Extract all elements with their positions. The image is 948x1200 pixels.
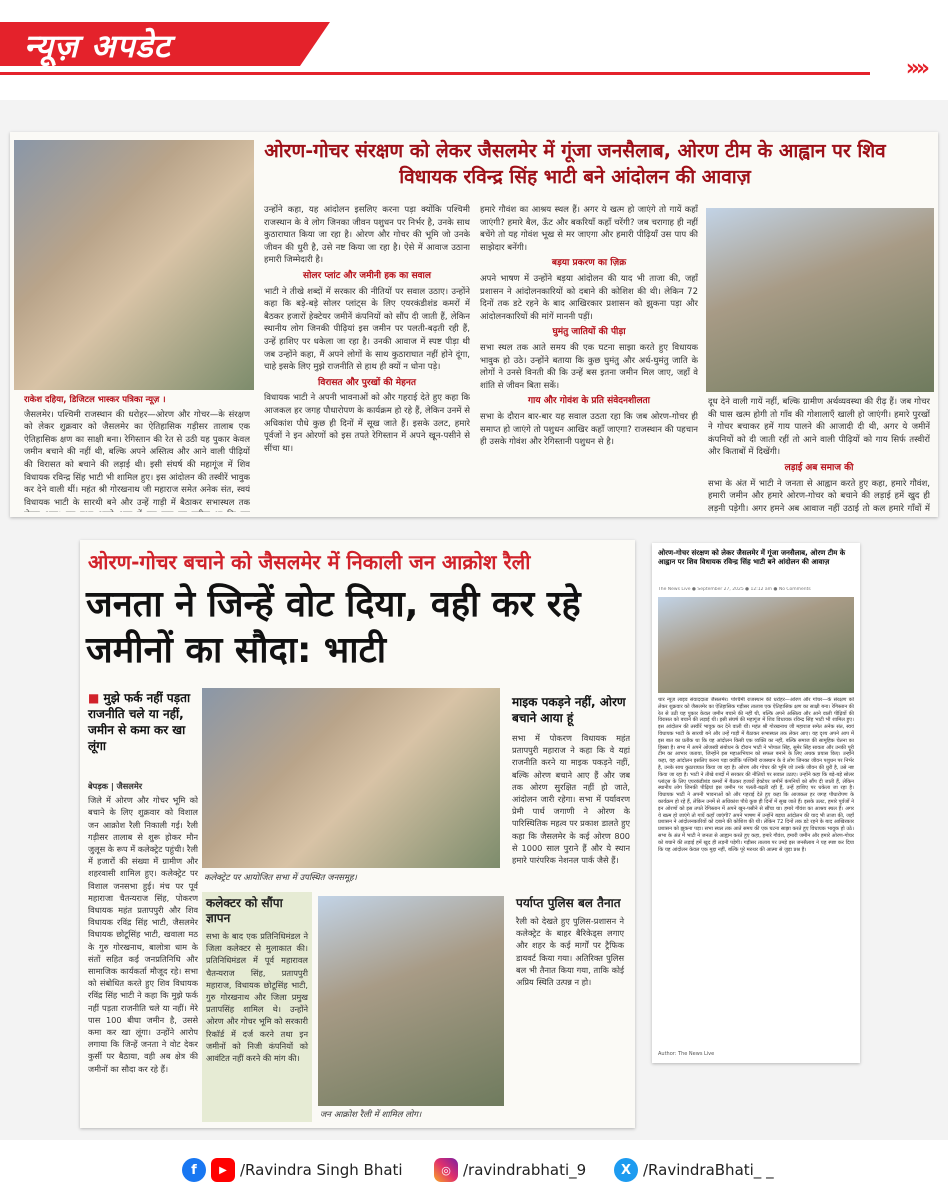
facebook-icon: f — [182, 1158, 206, 1182]
clipping-3-author: Author: The News Live — [658, 1051, 715, 1057]
col3-subhead-3: गाय और गोवंश के प्रति संवेदनशीलता — [527, 396, 651, 407]
col4-text: दूध देने वाली गायें नहीं, बल्कि ग्रामीण अर्थव्यवस्था की रीढ़ हैं। जब गोचर की घास खत्म होगी तो गाँव की गोशालाएँ खाली हो जाएंगी। हमारे पुरखों ने गोचर बचाकर हमें गाय पालने की आजादी दी थी, अगर ये जमीनें कंपनियों को दी जाती रहीं तो आने वाली पीढ़ियों को गाय सिर्फ तस्वीरों और किताबों में दिखेंगी। — [708, 397, 930, 458]
col3-subhead-1: बड़या प्रकरण का ज़िक्र — [551, 258, 627, 269]
dateline: बेपड़क | जैसलमेर — [88, 781, 143, 791]
col4-text-b: सभा के अंत में भाटी ने जनता से आह्वान करते हुए कहा, हमारे गौवंश, हमारी जमीन और हमारे ओरण-गोचर को बचाने की लड़ाई हमें खुद ही लड़नी पड़ेगी। अगर हमने अब आवाज नहीं उठाई तो कल हमारे गाँवों में — [708, 478, 930, 514]
news-clipping-2 — [80, 540, 635, 1128]
clipping-1-photo-left — [14, 140, 254, 390]
col3-text-d: सभा के दौरान बार-बार यह सवाल उठता रहा कि जब ओरण-गोचर ही समाप्त हो जाएंगे तो पशुधन आखिर कहाँ जाएगा? राजस्थान की पहचान ही उसके गोवंश और रेगिस्तानी पशुधन से है। — [480, 411, 698, 448]
body-text: जिले में ओरण और गोचर भूमि को बचाने के लिए शुक्रवार को विशाल जन आक्रोश रैली निकाली गई। रैली गड़ीसर तालाब से शुरू होकर मौन जुलूस के रूप में कलेक्ट्रेट पहुंची। रैली में हजारों की संख्या में ग्रामीण और शहरवासी शामिल हुए। कलेक्ट्रेट पर विशाल जनसभा हुई। मंच पर पूर्व महाराजा चैतन्यराज सिंह, पोकरण विधायक महंत प्रतापपुरी और शिव विधायक रविंद्र सिंह भाटी, जैसलमेर विधायक छोटूसिंह भाटी, खवाला मठ के गुरु गोरखनाथ, बालोत्रा धाम के संतों सहित कई जनप्रतिनिधि और सामाजिक कार्यकर्ता मौजूद रहे। सभा को संबोधित करते हुए शिव विधायक रविंद्र सिंह भाटी ने कहा कि मुझे फर्क नहीं पड़ता राजनीति चले या नहीं। मेरे पास 100 बीघा जमीन है, उससे कमा कर खा लूंगा। उन्होंने आरोप लगाया कि जिन्हें जनता ने वोट देकर कुर्सी पर बैठाया, वही अब क्षेत्र की जमीनों का सौदा कर रहे हैं। — [88, 795, 198, 1074]
col2-text: उन्होंने कहा, यह आंदोलन इसलिए करना पड़ा क्योंकि पश्चिमी राजस्थान के वे लोग जिनका जीवन पशुधन पर निर्भर है, उनके साथ कुठाराघात किया जा रहा है। ओरण और गोचर की भूमि जो उनके जीवन की धुरी है, उसे नष्ट किया जा रहा है। ऐसे में आवाज उठाना हमारी जिम्मेदारी है। — [264, 205, 470, 266]
page-header — [0, 0, 948, 100]
clipping-3-meta: The News Live ● September 27, 2025 ● 12:12 am ● No Comments — [658, 587, 811, 592]
pull-quote — [88, 690, 196, 754]
col2-text-c: विधायक भाटी ने अपनी भावनाओं को और गहराई देते हुए कहा कि आजकल हर जगह पौधारोपण के कार्यक्रम हो रहे हैं, लेकिन उनमें से अधिकांश पौधे कुछ ही दिनों में सूख जाते हैं। इसके उलट, हमारे पूर्वजों ने इन ओरणों को इस तपते रेगिस्तान में अपने खून-पसीने से सींचा था। — [264, 393, 470, 454]
box-2-head: पर्याप्त पुलिस बल तैनात — [516, 896, 621, 910]
social-facebook-youtube[interactable] — [182, 1158, 403, 1182]
clipping-2-body — [88, 780, 198, 1122]
facebook-youtube-handle: /Ravindra Singh Bhati — [240, 1161, 403, 1179]
caption-1: कलेक्ट्रेट पर आयोजित सभा में उपस्थित जनसमूह। — [204, 873, 357, 883]
col1-text: जैसलमेर। पश्चिमी राजस्थान की धरोहर—ओरण और गोचर—के संरक्षण को लेकर शुक्रवार को जैसलमेर का ऐतिहासिक गड़ीसर तालाब एक ऐतिहासिक क्षण का साक्षी बना। रेगिस्तान की रेत से उठी यह पुकार केवल जमीन बचाने की नहीं थी, बल्कि अपने अस्तित्व और आने वाली पीढ़ियों की विरासत को बचाने की लड़ाई थी। इसी संघर्ष की महागूंज में शिव विधायक रविन्द्र सिंह भाटी भी शामिल हुए। इस आंदोलन की तस्वीरें भावुक कर देने वाली थीं। महंत श्री गोरखनाथ जी महाराज समेत अनेक संत, स्वयं विधायक भाटी के सारथी बने और उन्हें गाड़ी में बैठाकर सभास्थल तक — [24, 409, 250, 508]
col2-subhead-1: सोलर प्लांट और जमीनी हक का सवाल — [303, 270, 431, 281]
social-instagram[interactable] — [434, 1158, 586, 1182]
instagram-icon: ◎ — [434, 1158, 458, 1182]
clipping-1-col1 — [24, 394, 250, 512]
news-clipping-1 — [10, 132, 938, 517]
col2-text-b: भाटी ने तीखे शब्दों में सरकार की नीतियों पर सवाल उठाए। उन्होंने कहा कि बड़े-बड़े सोलर प्लांट्स के लिए एयरकंडीशंड कमरों में बैठकर हजारों हेक्टेयर जमीनें कंपनियों को सौंप दी जाती हैं, लेकिन स्थानीय लोग जिनकी पीढ़ियां इस जमीन पर पलती-बढ़ती रही हैं, उन्हें हाशिए पर धकेला जा रहा है। उनकी आवाज में स्पष्ट पीड़ा थी जब उन्होंने कहा, मैं अपने लोगों के साथ कुठाराघात नहीं होने दूंगा, चाहे इसके लिए मुझे राजनीति से हाथ ही क्यों न धोना पड़े। — [264, 286, 470, 373]
clipping-1-col1-extra — [24, 132, 25, 133]
byline: राकेश दहिया, डिजिटल भास्कर पत्रिका न्यूज़ । — [24, 395, 166, 405]
clipping-1-col4 — [708, 396, 930, 514]
chevrons-icon: ›››› — [905, 56, 926, 81]
instagram-handle: /ravindrabhati_9 — [463, 1161, 587, 1179]
col4-subhead: लड़ाई अब समाज की — [784, 462, 854, 473]
clipping-2-photo-2 — [318, 896, 504, 1106]
col2-subhead-2: विरासत और पुरखों की मेहनत — [318, 377, 416, 388]
box-1 — [202, 892, 312, 1122]
box-1-body: सभा के बाद एक प्रतिनिधिमंडल ने जिला कलेक्टर से मुलाकात की। प्रतिनिधिमंडल में पूर्व महारावल चैतन्यराज सिंह, प्रतापपुरी महाराज, विधायक छोटूसिंह भाटी, गुरु गोरखनाथ और जिला प्रमुख प्रतापसिंह शामिल थे। उन्होंने ओरण और गोचर भूमि को सरकारी रिकॉर्ड में दर्ज करने तथा इन जमीनों को निजी कंपनियों को आवंटित नहीं करने की मांग की। — [206, 931, 308, 1064]
clipping-1-headline: ओरण-गोचर संरक्षण को लेकर जैसलमेर में गूंजा जनसैलाब, ओरण टीम के आह्वान पर शिव विधायक रविन्द्र सिंह भाटी बने आंदोलन की आवाज़ — [264, 140, 886, 188]
side-body: सभा में पोकरण विधायक महंत प्रतापपुरी महाराज ने कहा कि वे यहां राजनीति करने या माइक पकड़ने नहीं, बल्कि ओरण बचाने आए हैं और जब तक ओरण सुरक्षित नहीं हो जाते, आंदोलन जारी रहेगा। सभा में पर्यावरण प्रेमी पार्थ जगाणी ने ओरण के पारिस्थितिक महत्व पर प्रकाश डालते हुए कहा कि जैसलमेर के कई ओरण 800 से 1000 साल पुराने हैं और ये स्थान हमारे पारंपरिक नेशनल पार्क जैसे हैं। — [512, 733, 630, 866]
header-rule — [0, 72, 870, 75]
youtube-icon: ▶ — [211, 1158, 235, 1182]
side-head: माइक पकड़ने नहीं, ओरण बचाने आया हूं — [512, 695, 626, 725]
clipping-1-col2 — [264, 204, 470, 514]
clipping-1-col3 — [480, 204, 698, 514]
clipping-2-photo-1 — [202, 688, 500, 868]
caption-2: जन आक्रोश रैली में शामिल लोग। — [320, 1110, 422, 1120]
pull-quote-text: मुझे फर्क नहीं पड़ता राजनीति चले या नहीं, जमीन से कमा कर खा लूंगा — [88, 691, 191, 753]
col3-subhead-2: घुमंतु जातियों की पीड़ा — [552, 327, 626, 338]
clipping-2-headline: जनता ने जिन्हें वोट दिया, वही कर रहे जमीनों का सौदा: भाटी — [86, 584, 581, 671]
clipping-3-body: थार न्यूज़ लाइव संवाददाता जैसलमेर। पश्चिमी राजस्थान की धरोहर—ओरण और गोचर—के संरक्षण को लेकर शुक्रवार को जैसलमेर का ऐतिहासिक गड़ीसर तालाब एक ऐतिहासिक क्षण का साक्षी बना। रेगिस्तान की रेत से उठी यह पुकार केवल जमीन बचाने की नहीं थी, बल्कि अपने अस्तित्व और आने वाली पीढ़ियों की विरासत को बचाने की लड़ाई थी। इसी संघर्ष की महागूंज में शिव विधायक रविन्द्र सिंह भाटी भी शामिल हुए। इस आंदोलन की तस्वीरें भावुक कर देने वाली थीं। महंत श्री गोरखनाथ जी महाराज समेत अनेक संत, स्वयं विधायक भाटी के सारथी बने और उन्हें गाड़ी में बैठाकर सभास्थल तक लेकर आए। यह दृश्य अपने आप में इस बात का प्रतीक था कि यह आंदोलन किसी एक व्यक्ति का नहीं, बल्कि समाज की सामूहिक चेतना का हिस्सा है। सभा में अपने ओजस्वी संबोधन के दौरान भाटी ने भोपाल सिंह, सुमेर सिंह सावता और उनकी पूरी टीम का आभार जताया, जिन्होंने इस महाअभियान को सफल बनाने के लिए अथक प्रयास किए। उन्होंने कहा, यह आंदोलन इसलिए करना पड़ा क्योंकि पश्चिमी राजस्थान के वे लोग जिनका जीवन पशुधन पर निर्भर है, उनके साथ कुठाराघात किया जा रहा है। ओरण और गोचर की भूमि जो उनके जीवन की धुरी है, उसे नष्ट किया जा रहा है। भाटी ने तीखे शब्दों में सरकार की नीतियों पर सवाल उठाए। उन्होंने कहा कि बड़े-बड़े सोलर प्लांट्स के लिए एयरकंडीशंड कमरों में बैठकर हजारों हेक्टेयर जमीनें कंपनियों को सौंप दी जाती हैं, लेकिन स्थानीय लोग जिनकी पीढ़ियां इस जमीन पर पलती-बढ़ती रही हैं, उन्हें हाशिए पर धकेला जा रहा है। विधायक भाटी ने अपनी भावनाओं को और गहराई देते हुए कहा कि आजकल हर जगह पौधारोपण के कार्यक्रम हो रहे हैं, लेकिन उनमें से अधिकांश पौधे कुछ ही दिनों में सूख जाते हैं। इसके उलट, हमारे पूर्वजों ने इन ओरणों को इस तपते रेगिस्तान में अपने खून-पसीने से सींचा था। हमारे गौवंश का आश्रय स्थल हैं। अगर ये खत्म हो जाएंगे तो गायें कहाँ जाएंगी? अपने भाषण में उन्होंने बड़या आंदोलन की याद भी ताजा की, जहाँ प्रशासन ने आंदोलनकारियों को दबाने की कोशिश की थी। लेकिन 72 दिनों तक डटे रहने के बाद आखिरकार प्रशासन को झुकना पड़ा। सभा स्थल तक आते समय की एक घटना साझा करते हुए विधायक भावुक हो उठे। सभा के अंत में भाटी ने जनता से आह्वान करते हुए कहा, हमारे गौवंश, हमारी जमीन और हमारे ओरण-गोचर को बचाने की लड़ाई हमें खुद ही लड़नी पड़ेगी। गड़ीसर तालाब पर उमड़े इस जनसैलाब ने यह स्पष्ट कर दिया कि यह आंदोलन केवल एक मुद्दा नहीं, बल्कि पूरे मरुधर की आत्मा से जुड़ा प्रश्न है। — [658, 697, 854, 853]
quote-bullet-icon: ■ — [88, 691, 104, 705]
col3-text-c: सभा स्थल तक आते समय की एक घटना साझा करते हुए विधायक भावुक हो उठे। उन्होंने बताया कि कुछ घुमंतु और अर्ध-घुमंतु जाति के लोगों ने उनसे विनती की कि उन्हें बस इतना जमीन मिल जाए, जहाँ वे शांति से जीवन बिता सकें। — [480, 342, 698, 391]
clipping-3-headline: ओरण-गोचर संरक्षण को लेकर जैसलमेर में गूंजा जनसैलाब, ओरण टीम के आह्वान पर शिव विधायक रविन्द्र सिंह भाटी बने आंदोलन की आवाज़ — [658, 549, 846, 566]
box-2-body: रैली को देखते हुए पुलिस-प्रशासन ने कलेक्ट्रेट के बाहर बैरिकेड्स लगाए और शहर के कई मार्गों पर ट्रैफिक डायवर्ट किया गया। अतिरिक्त पुलिस बल भी तैनात किया गया, ताकि कोई अप्रिय स्थिति उत्पन्न न हो। — [516, 916, 624, 988]
social-footer — [0, 1140, 948, 1200]
news-clipping-3 — [652, 543, 860, 1063]
col3-text-b: अपने भाषण में उन्होंने बड़या आंदोलन की याद भी ताजा की, जहाँ प्रशासन ने आंदोलनकारियों को दबाने की कोशिश की थी। लेकिन 72 दिनों तक डटे रहने के बाद आखिरकार प्रशासन को झुकना पड़ा और आंदोलनकारियों की मांगें माननी पड़ीं। — [480, 273, 698, 322]
clipping-3-photo — [658, 597, 854, 693]
x-handle: /RavindraBhati_ _ — [643, 1161, 774, 1179]
social-x[interactable] — [614, 1158, 774, 1182]
box-1-head: कलेक्टर को सौंपा ज्ञापन — [206, 896, 283, 925]
clipping-1-photo-right — [706, 208, 934, 392]
clipping-2-kicker: ओरण-गोचर बचाने को जैसलमेर में निकाली जन आक्रोश रैली — [88, 550, 531, 574]
box-2 — [512, 892, 628, 1122]
x-twitter-icon: X — [614, 1158, 638, 1182]
header-title: न्यूज़ अपडेट — [24, 27, 171, 65]
col3-text: हमारे गौवंश का आश्रय स्थल हैं। अगर ये खत्म हो जाएंगे तो गायें कहाँ जाएंगी? हमारे बैल, ऊँट और बकरियाँ कहाँ चरेंगी? जब चरागाह ही नहीं बचेंगे तो यह गोवंश भूख से मर जाएगा और हमारी पीढ़ियाँ उस पाप की साझेदार बनेंगी। — [480, 205, 698, 253]
